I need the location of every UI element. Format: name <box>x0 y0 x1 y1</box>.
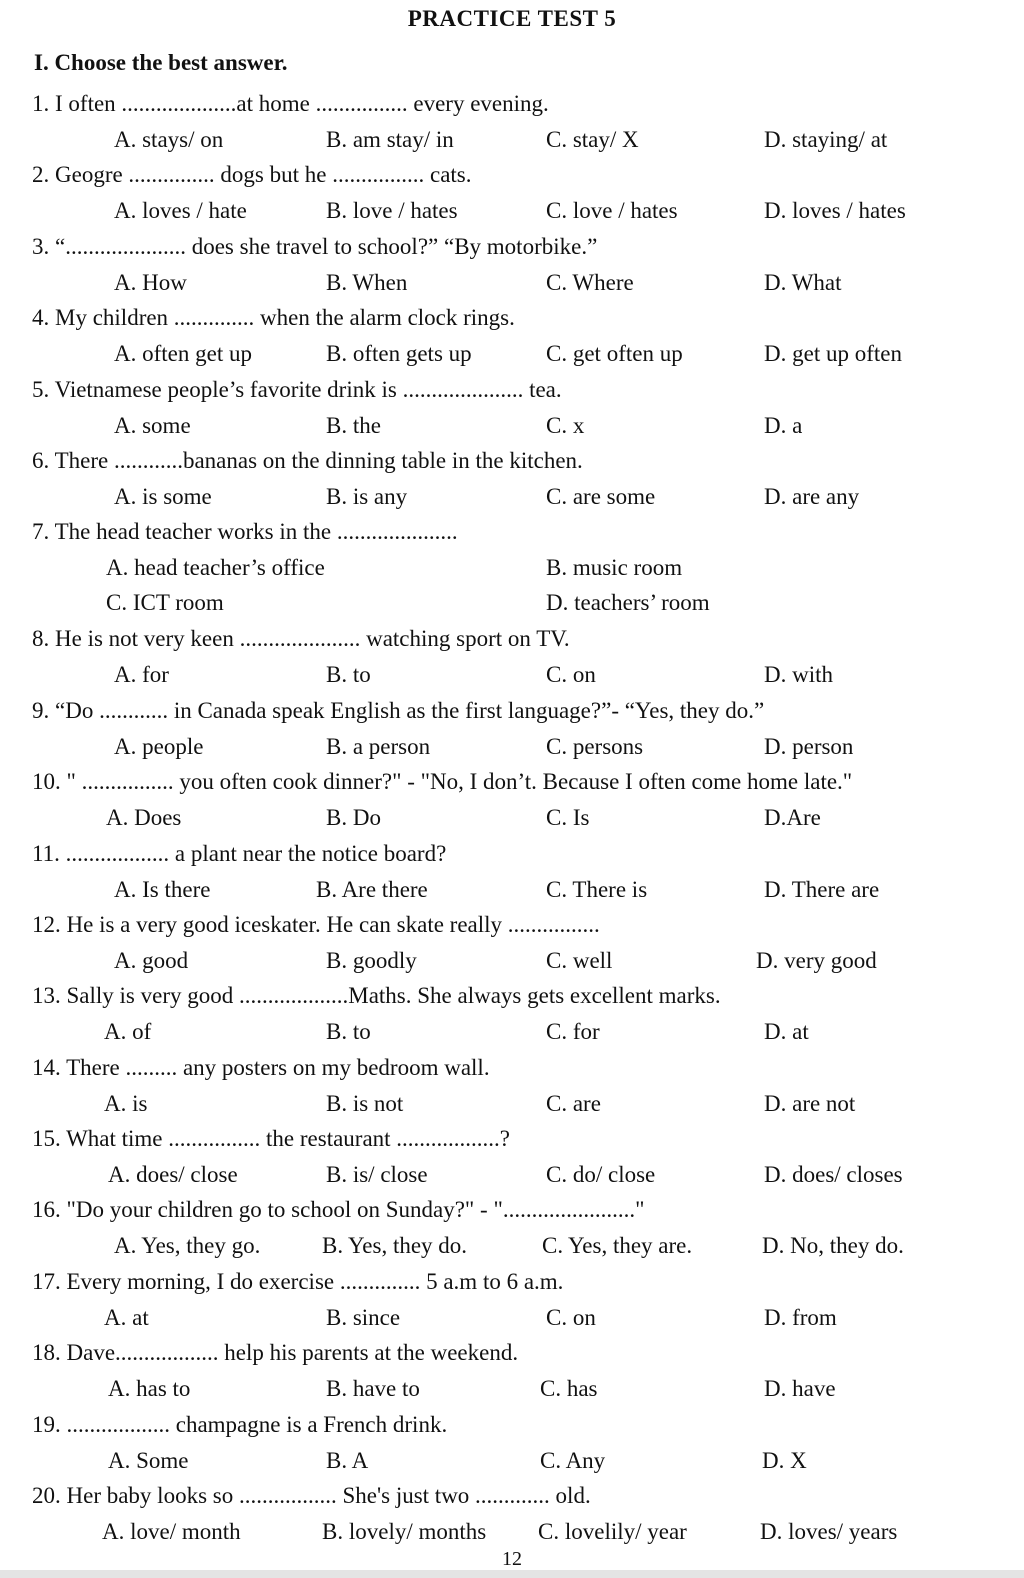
option-b[interactable]: B. Are there <box>316 876 428 902</box>
option-a[interactable]: A. Does <box>106 805 182 831</box>
question-18 <box>0 1336 1024 1407</box>
option-a[interactable]: A. of <box>104 1019 152 1045</box>
option-b[interactable]: B. am stay/ in <box>326 127 454 152</box>
option-b[interactable]: B. music room <box>546 555 683 581</box>
option-d[interactable]: D. What <box>764 269 842 295</box>
option-b[interactable]: B. is/ close <box>326 1162 428 1188</box>
option-c[interactable]: C. are some <box>546 483 656 509</box>
option-b[interactable]: B. is any <box>326 483 408 509</box>
option-d[interactable]: D. get up often <box>764 341 902 367</box>
option-d[interactable]: D. No, they do. <box>762 1233 904 1259</box>
question-16 <box>0 1193 1024 1264</box>
option-d[interactable]: D. staying/ at <box>764 127 888 152</box>
question-stem: 16. "Do your children go to school on Sunday?" - "......................." <box>32 1197 645 1223</box>
option-b[interactable]: B. Yes, they do. <box>322 1233 468 1259</box>
option-a[interactable]: A. Yes, they go. <box>114 1233 261 1259</box>
option-a[interactable]: A. is <box>104 1090 148 1116</box>
option-c[interactable]: C. on <box>546 662 596 688</box>
option-d[interactable]: D. are not <box>764 1090 856 1116</box>
page-title: PRACTICE TEST 5 <box>407 6 617 31</box>
option-a[interactable]: A. loves / hate <box>114 198 247 224</box>
question-stem: 13. Sally is very good ...................Maths. She always gets excellent marks. <box>32 983 721 1009</box>
question-stem: 17. Every morning, I do exercise .............. 5 a.m to 6 a.m. <box>32 1268 564 1294</box>
question-stem: 9. “Do ............ in Canada speak English as the first language?”- “Yes, they do.” <box>32 697 765 723</box>
option-d[interactable]: D. There are <box>764 876 880 902</box>
option-b[interactable]: B. the <box>326 412 381 438</box>
question-12 <box>0 908 1024 979</box>
option-c[interactable]: C. do/ close <box>546 1162 656 1188</box>
option-a[interactable]: A. Is there <box>114 876 211 902</box>
option-d[interactable]: D. from <box>764 1304 837 1330</box>
option-c[interactable]: C. Is <box>546 805 590 831</box>
question-stem: 14. There ......... any posters on my bedroom wall. <box>32 1054 490 1080</box>
question-stem: 2. Geogre ............... dogs but he ................ cats. <box>32 162 472 188</box>
question-1 <box>0 87 1024 158</box>
option-a[interactable]: A. at <box>104 1304 149 1330</box>
option-c[interactable]: C. has <box>540 1376 598 1402</box>
option-a[interactable]: A. is some <box>114 483 212 509</box>
question-20 <box>0 1479 1024 1550</box>
question-stem: 7. The head teacher works in the ..................... <box>32 519 458 545</box>
option-b[interactable]: B. a person <box>326 733 431 759</box>
question-8 <box>0 622 1024 693</box>
option-d[interactable]: D. a <box>764 412 803 438</box>
question-9 <box>0 694 1024 765</box>
option-c[interactable]: C. for <box>546 1019 600 1045</box>
option-c[interactable]: C. x <box>546 412 585 438</box>
option-a[interactable]: A. Some <box>108 1447 189 1473</box>
question-2 <box>0 158 1024 229</box>
question-11 <box>0 837 1024 908</box>
option-a[interactable]: A. does/ close <box>108 1162 238 1188</box>
option-c[interactable]: C. Any <box>540 1447 606 1473</box>
option-d[interactable]: D.Are <box>764 805 821 831</box>
question-stem: 15. What time ................ the restaurant ..................? <box>32 1126 511 1152</box>
option-d[interactable]: D. with <box>764 662 833 688</box>
option-a[interactable]: A. some <box>114 412 191 438</box>
question-stem: 8. He is not very keen ..................... watching sport on TV. <box>32 626 570 652</box>
question-14 <box>0 1051 1024 1122</box>
option-c[interactable]: C. get often up <box>546 341 683 367</box>
option-d[interactable]: D. very good <box>756 947 877 973</box>
option-b[interactable]: B. A <box>326 1447 369 1473</box>
question-3 <box>0 230 1024 301</box>
option-c[interactable]: C. are <box>546 1090 601 1116</box>
option-a[interactable]: A. stays/ on <box>114 127 224 152</box>
question-stem: 11. .................. a plant near the notice board? <box>32 840 447 866</box>
option-c[interactable]: C. Yes, they are. <box>542 1233 693 1259</box>
option-b[interactable]: B. to <box>326 662 371 688</box>
option-b[interactable]: B. lovely/ months <box>322 1519 487 1545</box>
option-a[interactable]: A. love/ month <box>102 1519 241 1545</box>
page-bottom-edge <box>0 1570 1024 1578</box>
option-a[interactable]: A. head teacher’s office <box>106 555 325 581</box>
option-b[interactable]: B. to <box>326 1019 371 1045</box>
question-7 <box>0 515 1024 622</box>
section-heading: I. Choose the best answer. <box>34 50 288 75</box>
question-13 <box>0 979 1024 1050</box>
question-15 <box>0 1122 1024 1193</box>
option-b[interactable]: B. have to <box>326 1376 420 1402</box>
option-b[interactable]: B. is not <box>326 1090 404 1116</box>
question-stem: 3. “..................... does she travel to school?” “By motorbike.” <box>32 233 598 259</box>
option-c[interactable]: C. well <box>546 947 613 973</box>
question-stem: 10. " ................ you often cook dinner?" - "No, I don’t. Because I often come home late." <box>32 769 853 795</box>
question-stem: 18. Dave.................. help his parents at the weekend. <box>32 1340 519 1366</box>
option-b[interactable]: B. goodly <box>326 947 417 973</box>
question-stem: 12. He is a very good iceskater. He can skate really ................ <box>32 911 600 937</box>
option-d[interactable]: D. person <box>764 733 854 759</box>
option-a[interactable]: A. How <box>114 269 187 295</box>
question-stem: 5. Vietnamese people’s favorite drink is ..................... tea. <box>32 376 562 402</box>
option-c[interactable]: C. ICT room <box>106 590 224 616</box>
question-4 <box>0 301 1024 372</box>
option-d[interactable]: D. loves / hates <box>764 198 906 224</box>
option-b[interactable]: B. Do <box>326 805 381 831</box>
option-c[interactable]: C. stay/ X <box>546 127 639 152</box>
question-6 <box>0 444 1024 515</box>
option-d[interactable]: D. are any <box>764 483 860 509</box>
option-c[interactable]: C. Where <box>546 269 634 295</box>
option-a[interactable]: A. good <box>114 947 189 973</box>
option-b[interactable]: B. often gets up <box>326 341 472 367</box>
question-10 <box>0 765 1024 836</box>
option-d[interactable]: D. at <box>764 1019 809 1045</box>
option-b[interactable]: B. love / hates <box>326 198 458 224</box>
question-5 <box>0 373 1024 444</box>
option-d[interactable]: D. X <box>762 1447 807 1473</box>
question-stem: 6. There ............bananas on the dinning table in the kitchen. <box>32 447 583 473</box>
question-17 <box>0 1265 1024 1336</box>
option-a[interactable]: A. people <box>114 733 204 759</box>
question-stem: 20. Her baby looks so ................. She's just two ............. old. <box>32 1483 591 1509</box>
page-number: 12 <box>502 1548 522 1570</box>
option-c[interactable]: C. persons <box>546 733 644 759</box>
option-d[interactable]: D. have <box>764 1376 836 1402</box>
option-b[interactable]: B. since <box>326 1304 401 1330</box>
question-19 <box>0 1408 1024 1479</box>
option-d[interactable]: D. teachers’ room <box>546 590 710 616</box>
question-stem: 1. I often ....................at home ................ every evening. <box>32 91 549 116</box>
question-stem: 19. .................. champagne is a French drink. <box>32 1411 448 1437</box>
option-c[interactable]: C. on <box>546 1304 596 1330</box>
option-b[interactable]: B. When <box>326 269 408 295</box>
option-c[interactable]: C. lovelily/ year <box>538 1519 687 1545</box>
option-d[interactable]: D. loves/ years <box>760 1519 898 1545</box>
option-c[interactable]: C. There is <box>546 876 648 902</box>
question-list <box>0 87 1024 1550</box>
option-a[interactable]: A. has to <box>108 1376 191 1402</box>
option-a[interactable]: A. for <box>114 662 169 688</box>
option-c[interactable]: C. love / hates <box>546 198 678 224</box>
question-stem: 4. My children .............. when the alarm clock rings. <box>32 305 515 331</box>
option-a[interactable]: A. often get up <box>114 341 252 367</box>
option-d[interactable]: D. does/ closes <box>764 1162 903 1188</box>
